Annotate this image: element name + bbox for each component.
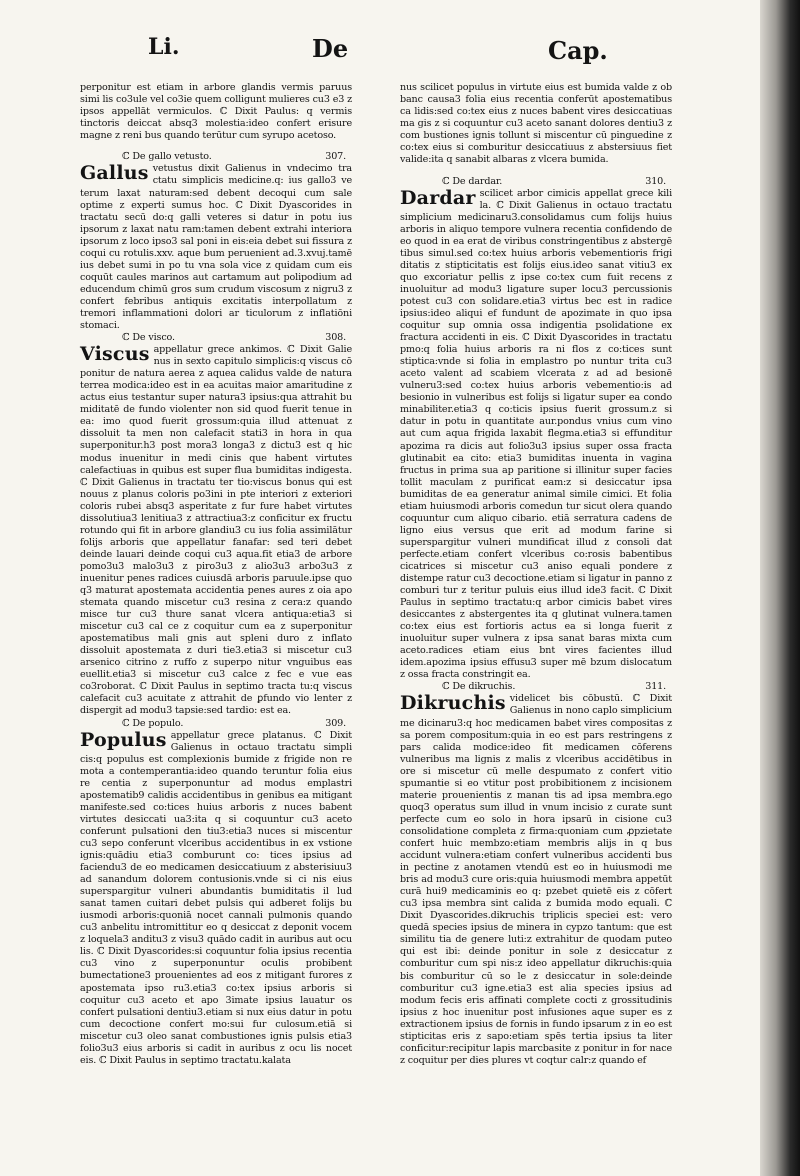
section-number: 311. xyxy=(645,681,666,693)
entry-gallus xyxy=(80,151,352,332)
running-head-left: De xyxy=(312,34,349,63)
running-head xyxy=(0,34,760,74)
left-column xyxy=(80,72,352,1066)
headword: Dikruchis xyxy=(400,692,506,715)
continuation-text: nus scilicet populus in virtute eius est bumida valde z ob banc causa3 folia eius recentia conferūt apostematibus ca lidis:sed co:tex eius z nuces babent vires desiccatiuas ma gis z si coquuntur cu3 aceto sanant dolores dentiu3 z com bustiones ignis tollunt si miscentur cū pinguedine z co:tex eius si comburitur desiccatiuus z abstersiuus fiet valide:ita q sanabit albaras z vlcera bumida. xyxy=(400,81,672,165)
section-number: 310. xyxy=(645,175,666,187)
entry-title: ℂ De visco. xyxy=(122,332,175,344)
entry-populus xyxy=(80,718,352,1067)
right-column xyxy=(400,72,672,1066)
headword: Populus xyxy=(80,728,167,751)
folio-number: Li. xyxy=(148,34,180,60)
section-number: 308. xyxy=(325,332,346,344)
entry-title: ℂ De dikruchis. xyxy=(442,681,516,693)
entry-text: scilicet arbor cimicis appellat grece kili la. ℂ Dixit Galienus in octauo tractatu simplicium medicinaru3.consolidamus cum folijs huius arboris in aliquo tempore vulnera recentia confidendo de eo quod in ea erat de viribus constringentibus z abstergē tibus simul.sed co:tex huius arboris vebementioris frigi ditatis z stipticitatis est folijs eius.ideo sanat vitiu3 ex quo excoriatur pellis z ipse co:tex cum fuit recens z inuoluitur ad modu3 ligature super locu3 percussionis potest cu3 con solidare.etia3 virtus bec est in radice ipsius:ideo aliqui ef fundunt de apozimate in quo ipsa coquitur sup omnia ossa indigentia psolidatione ex fractura accidenti in eis. ℂ Dixit Dyascorides in tractatu pmo:q folia huius arboris ra ni flos z co:tices sunt stiptica:vnde si folia in emplastro po nuntur trita cu3 aceto valent ad scabiem vlcerata z ad ad besionē vulneru3:sed co:tex huius arboris vebementio:is ad besionio in vulneribus est folijs si ligatur super ea condo minabiliter.etia3 q co:ticis ipsius fuerit grossum.z si datur in potu in quantitate aur.pondus vnius cum vino aut cum aqua frigida laxabit flegma.etia3 si effunditur apozima ra dicis aut folio3u3 ipsius super ossa fracta glutinabit ea cito: etia3 bumiditas inuenta in vagina fructus in prima sua ap paritione si illinitur super facies tollit maculam z purificat eam:z si desiccatur ipsa bumiditas de ea generatur animal simile cimici. Et folia etiam huiusmodi arboris comedun tur sicut olera quando coquuntur cum aliquo cibario. etiā serratura cadens de ligno eius versus que erit ad modum farine si superspargitur vulneri mundificat illud z consoli dat perfecte.etiam confert vlceribus co:rosis babentibus cicatrices si miscetur cu3 aniso equali pondere z distempe ratur cu3 decoctione.etiam si ligatur in panno z comburi tur z teritur puluis eius illud ide3 facit. ℂ Dixit Paulus in septimo tractatu:q arbor cimicis babet vires desiccantes z abstergentes ita q glutinat vulnera.tamen co:tex eius est fortioris actus ea si longa fuerit z inuoluitur super vulnera z ipsa sanat baras mixta cum aceto.radices etiam eius bnt vires facientes illud idem.apozima ipsius effusu3 super mē bzum dislocatum z ossa fracta constringit ea. xyxy=(400,187,672,681)
entry-title: ℂ De populo. xyxy=(122,717,184,729)
section-number: 307. xyxy=(325,151,346,163)
entry-text: videlicet bis cōbustū. ℂ Dixit Galienus in nono caplo simplicium me dicinaru3:q hoc medicamen babet vires compositas z sa porem compositum:quia in eo est pars restringens z pars calida modice:ideo fit medicamen cōferens vulneribus ma lignis z malis z vlceribus accidētibus in ore si miscetur cū melle despumato z confert vitio spumantie si eo vtitur post probibitionem z incisionem materie prouenientis z manan tis ad ipsa membra.ego quoq3 operatus sum illud in vnum incisio z curate sunt perfecte cum eo solo in hora ipsarū in cisione cu3 consolidatione completa z firma:quoniam cum ꝓpzietate confert huic membzo:etiam membris alijs in q bus accidunt vulnera:etiam confert vulneribus accidenti bus in pectine z anotamen vtendū est eo in huiusmodi me bris ad modu3 cure oris:quia huiusmodi membra appetūt curā hui9 medicaminis eo q: pzebet quietē eis z cōfert cu3 ipsa membra sint calida z bumida modo equali. ℂ Dixit Dyascorides.dikruchis triplicis speciei est: vero quedā species ipsius de minera in cypzo tantum: que est similitu tia de genere luti:z extrahitur de quodam puteo qui est ibi: deinde ponitur in sole z desiccatur z comburitur cum spi nis:z ideo appellatur dikruchis:quia bis comburitur cū so le z desiccatur in sole:deinde comburitur cu3 igne.etia3 est alia species ipsius ad modum fecis eris affinati complete cocti z grossitudinis ipsius z hoc inuenitur post infusiones aque super es z extractionem ipsius de fornis in fundo ipsarum z in eo est stipticitas eris z sapo:etiam spēs tertia ipsius ta liter conficitur:recipitur lapis marcbasite z ponitur in for nace z coquitur per dies plures vt coqtur calr:z quando ef xyxy=(400,693,672,1066)
headword: Gallus xyxy=(80,162,149,185)
entry-viscus xyxy=(80,332,352,717)
entry-title: ℂ De gallo vetusto. xyxy=(122,151,212,163)
entry-text: vetustus dixit Galienus in vndecimo tra ctatu simplicis medicine.q: ius gallo3 ve terum laxat naturam:sed debent decoqui cum sale optime z experti sumus hoc. ℂ Dixit Dyascorides in tractatu secū do:q galli veteres si datur in potu ius ipsorum z laxat natu ram:tamen debent extrahi interiora ipsorum z loco ipso3 sal poni in eis:eia debet sui fissura z coqui cu rotulis.xxv. aque bum peruenient ad.3.xvuj.tamē ius debet sumi in po tu vna sola vice z quidam cum eis coquūt caules marinos aut cartamum aut polipodium ad educendum chimū gros sum crudum viscosum z nigru3 z confert febribus antiquis excitatis interpollatum z tremori inflammationi dolori ar ticulorum z inflatiōni stomaci. xyxy=(80,163,352,332)
headword: Viscus xyxy=(80,343,150,366)
entry-title: ℂ De dardar. xyxy=(442,175,503,187)
binding-gutter xyxy=(760,0,800,1176)
continuation-text: perponitur est etiam in arbore glandis vermis paruus simi lis co3ule vel co3ie quem colligunt mulieres cu3 e3 z ipsos appellāt vermiculos. ℂ Dixit Paulus: q vermis tinctoris deiccat absq3 molestia:ideo confert erisure magne z reni bus quando terūtur cum syrupo acetoso. xyxy=(80,81,352,141)
entry-text: appellatur grece platanus. ℂ Dixit Galienus in octauo tractatu simpli cis:q populus est complexionis bumide z frigide non re mota a contemperantia:ideo quando teruntur folia eius re centia z superponuntur ad modus emplastri apostematib9 calidis accidentibus in genibus ea mitigant manifeste.sed co:tices huius arboris z nuces babent virtutes desiccati ua3:ita q si coquuntur cu3 aceto conferunt pulsationi den tiu3:etia3 nuces si miscentur cu3 sepo conferunt vlceribus accidentibus in ex vstione ignis:quādiu etia3 comburunt co: tices ipsius ad faciendu3 de eo medicamen desiccatiuum z absterisiuu3 ad sanandum dolorem contusionis.vnde si ci nis eius superspargitur vulneri abundantis bumiditatis il lud sanat tamen cuitari debet pulsis qui adberet folijs bu iusmodi arboris:quoniā nocet cannali pulmonis quando cu3 anbelitu intromittitur eo q desiccat z deponit vocem z loquela3 anditu3 z visu3 quādo cadit in auribus aut ocu lis. ℂ Dixit Dyascorides:si coquuntur folia ipsius recentia cu3 vino z superponuntur oculis probibent bumectatione3 prouenientes ad eos z mitigant furores z apostemata ipso ru3.etia3 co:tex ipsius arboris si coquitur cu3 aceto et apo 3imate ipsius lauatur os confert pulsationi dentiu3.etiam si nux eius datur in potu cum decoctione confert mo:sui fur culosum.etiā si miscetur cu3 oleo sanat combustiones ignis pulsis etia3 folio3u3 eius arboris si cadit in auribus z ocu lis nocet eis. ℂ Dixit Paulus in septimo tractatu.kalata xyxy=(80,729,352,1066)
entry-dikruchis xyxy=(400,681,672,1066)
entry-text: appellatur grece ankimos. ℂ Dixit Galie nus in sexto capitulo simplicis:q viscus cō ponitur de natura aerea z aquea calidus valde de natura terrea modica:ideo est in ea acuitas maior amaritudine z actus eius testantur super natura3 ipsius:qua attrahit bu miditatē de fundo violenter non sid quod fuerit tenue in ea: imo quod fuerit grossum:quia illud attenuat z dissoluit ta men non calefacit stati3 in hora in qua superponitur.h3 post mora3 longa3 z dictu3 est q hic modus inuenitur in medi cinis que habent virtutes calefactiuas in quibus est super flua bumiditas indigesta. ℂ Dixit Galienus in tractatu ter tio:viscus bonus qui est nouus z planus coloris po3ini in pte interiori z exteriori coloris rubei absq3 asperitate z fur fure habet virtutes dissolutiua3 lenitiua3 z attractiua3:z conficitur ex fructu rotundo qui fit in arbore glandiu3 cu ius folia assimilātur folijs arboris que appellatur fanafar: sed teri debet deinde lauari deinde coqui cu3 aqua.fit etia3 de arbore pomo3u3 malo3u3 z piro3u3 z alio3u3 arbo3u3 z inuenitur penes radices cuiusdā arboris paruule.ipse quo q3 maturat apostemata accidentia penes aures z oia apo stemata quando miscetur cu3 resina z cera:z quando misce tur cu3 thure sanat vlcera antiqua:etia3 si miscetur cu3 cal ce z coquitur cum ea z superponitur apostematibus mali gnis aut spleni duro z inflato dissoluit apostemata z duri tie3.etia3 si miscetur cu3 arsenico citrino z ruffo z superpo nitur vnguibus eas euellit.etia3 si miscetur cu3 calce z fec e vue eas co3roborat. ℂ Dixit Paulus in septimo tracta tu:q viscus calefacit cu3 acuitate z attrahit de ꝑfundo vio lenter z dispergit ad modu3 tapsie:sed tardio: est ea. xyxy=(80,344,352,717)
entry-dardar xyxy=(400,176,672,682)
running-head-right: Cap. xyxy=(548,36,608,65)
entry-heading xyxy=(80,718,352,730)
headword: Dardar xyxy=(400,186,476,209)
section-number: 309. xyxy=(325,717,346,729)
entry-heading xyxy=(400,176,672,188)
